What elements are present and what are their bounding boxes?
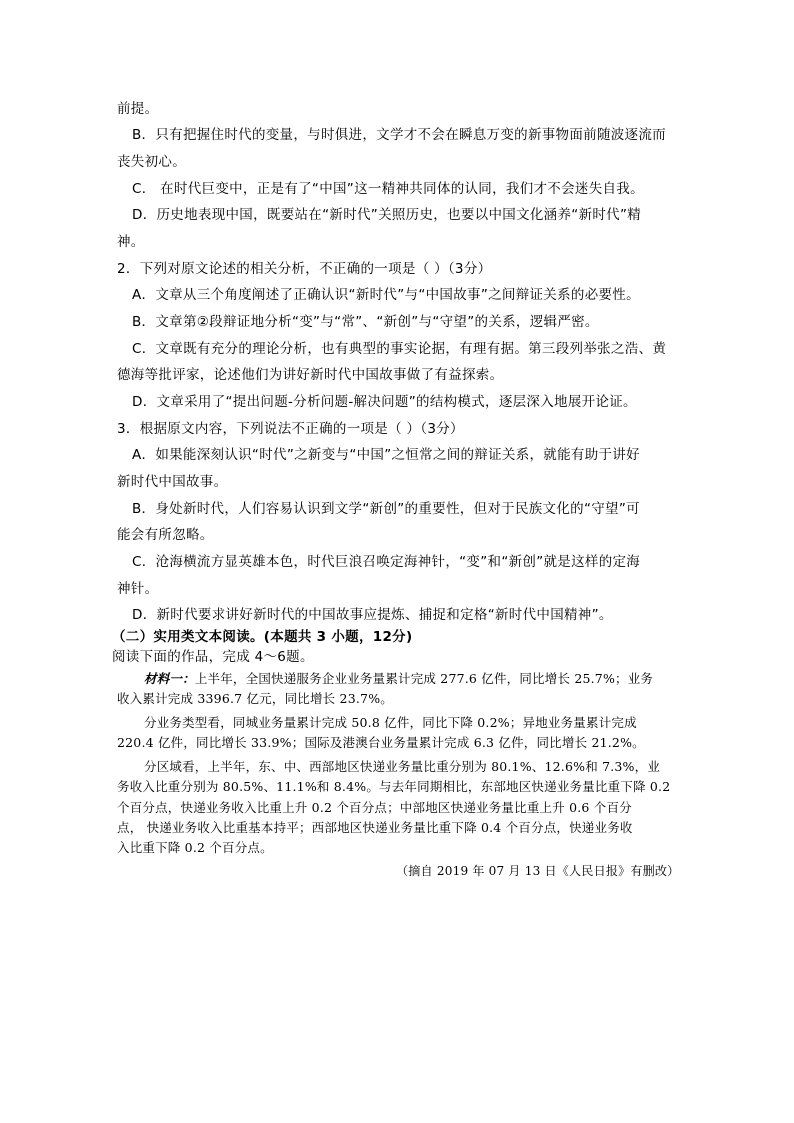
q3-option-a-line2: 新时代中国故事。	[117, 474, 228, 490]
material-p3-line2: 务收入比重分别为 80.5%、11.1%和 8.4%。与去年同期相比，东部地区快递业务量比重下降 0.2	[117, 779, 671, 794]
q2-option-a: A．文章从三个角度阐述了正确认识“新时代”与“中国故事”之间辩证关系的必要性。	[132, 287, 640, 303]
section-heading: （二）实用类文本阅读。(本题共 3 小题，12分)	[112, 629, 413, 645]
material-p3-line5: 入比重下降 0.2 个百分点。	[117, 840, 273, 855]
material-source: （摘自 2019 年 07 月 13 日《人民日报》有删改）	[396, 864, 680, 878]
q2-stem: 2．下列对原文论述的相关分析，不正确的一项是（ ）（3分）	[117, 261, 492, 277]
q1-option-c: C． 在时代巨变中，正是有了“中国”这一精神共同体的认同，我们才不会迷失自我。	[132, 181, 644, 197]
q3-option-c-line1: C．沧海横流方显英雄本色，时代巨浪召唤定海神针，“变”和“新创”就是这样的定海	[132, 554, 641, 570]
q3-option-d: D．新时代要求讲好新时代的中国故事应提炼、捕捉和定格“新时代中国精神”。	[132, 607, 613, 623]
reading-instruction: 阅读下面的作品，完成 4～6题。	[112, 649, 314, 665]
q3-option-c-line2: 神针。	[117, 581, 159, 597]
q3-option-a-line1: A．如果能深刻认识“时代”之新变与“中国”之恒常之间的辩证关系，就能有助于讲好	[132, 447, 640, 463]
q1-continuation: 前提。	[117, 101, 159, 117]
q1-option-d-line2: 神。	[117, 234, 145, 250]
q2-option-c-line1: C．文章既有充分的理论分析，也有典型的事实论据，有理有据。第三段列举张之浩、黄	[132, 341, 667, 357]
q2-option-d: D．文章采用了“提出问题-分析问题-解决问题”的结构模式，逐层深入地展开论证。	[132, 394, 637, 410]
q3-option-b-line2: 能会有所忽略。	[117, 527, 214, 543]
q1-option-d-line1: D．历史地表现中国，既要站在“新时代”关照历史，也要以中国文化涵养“新时代”精	[132, 207, 642, 223]
q1-option-b-line2: 丧失初心。	[117, 154, 186, 170]
q3-stem: 3．根据原文内容，下列说法不正确的一项是（ ）（3分）	[117, 421, 464, 437]
material-p3-line4: 点， 快递业务收入比重基本持平；西部地区快递业务量比重下降 0.4 个百分点，快递业务收	[117, 820, 633, 835]
material-label: 材料一：	[144, 671, 195, 686]
material-p1-line2: 收入累计完成 3396.7 亿元，同比增长 23.7%。	[117, 691, 393, 706]
q1-option-b-line1: B．只有把握住时代的变量，与时俱进，文学才不会在瞬息万变的新事物面前随波逐流而	[132, 127, 666, 143]
material-p3-line3: 个百分点，快递业务收入比重上升 0.2 个百分点；中部地区快递业务量比重上升 0.6 个百分	[117, 800, 632, 815]
material-p2-line2: 220.4 亿件，同比增长 33.9%；国际及港澳台业务量累计完成 6.3 亿件，同比增长 21.2%。	[117, 735, 645, 750]
material-p2-line1: 分业务类型看，同城业务量累计完成 50.8 亿件，同比下降 0.2%；异地业务量累计完成	[144, 715, 637, 730]
q2-option-c-line2: 德海等批评家，论述他们为讲好新时代中国故事做了有益探索。	[117, 367, 504, 383]
q2-option-b: B．文章第②段辩证地分析“变”与“常”、“新创”与“守望”的关系，逻辑严密。	[132, 314, 599, 330]
material-p1-text: 上半年，全国快递服务企业业务量累计完成 277.6 亿件，同比增长 25.7%；业务	[194, 671, 654, 686]
material-p1-line1	[144, 670, 653, 688]
material-p3-line1: 分区域看，上半年，东、中、西部地区快递业务量比重分别为 80.1%、12.6%和 7.3%，业	[144, 759, 661, 774]
q3-option-b-line1: B．身处新时代，人们容易认识到文学“新创”的重要性，但对于民族文化的“守望”可	[132, 501, 640, 517]
